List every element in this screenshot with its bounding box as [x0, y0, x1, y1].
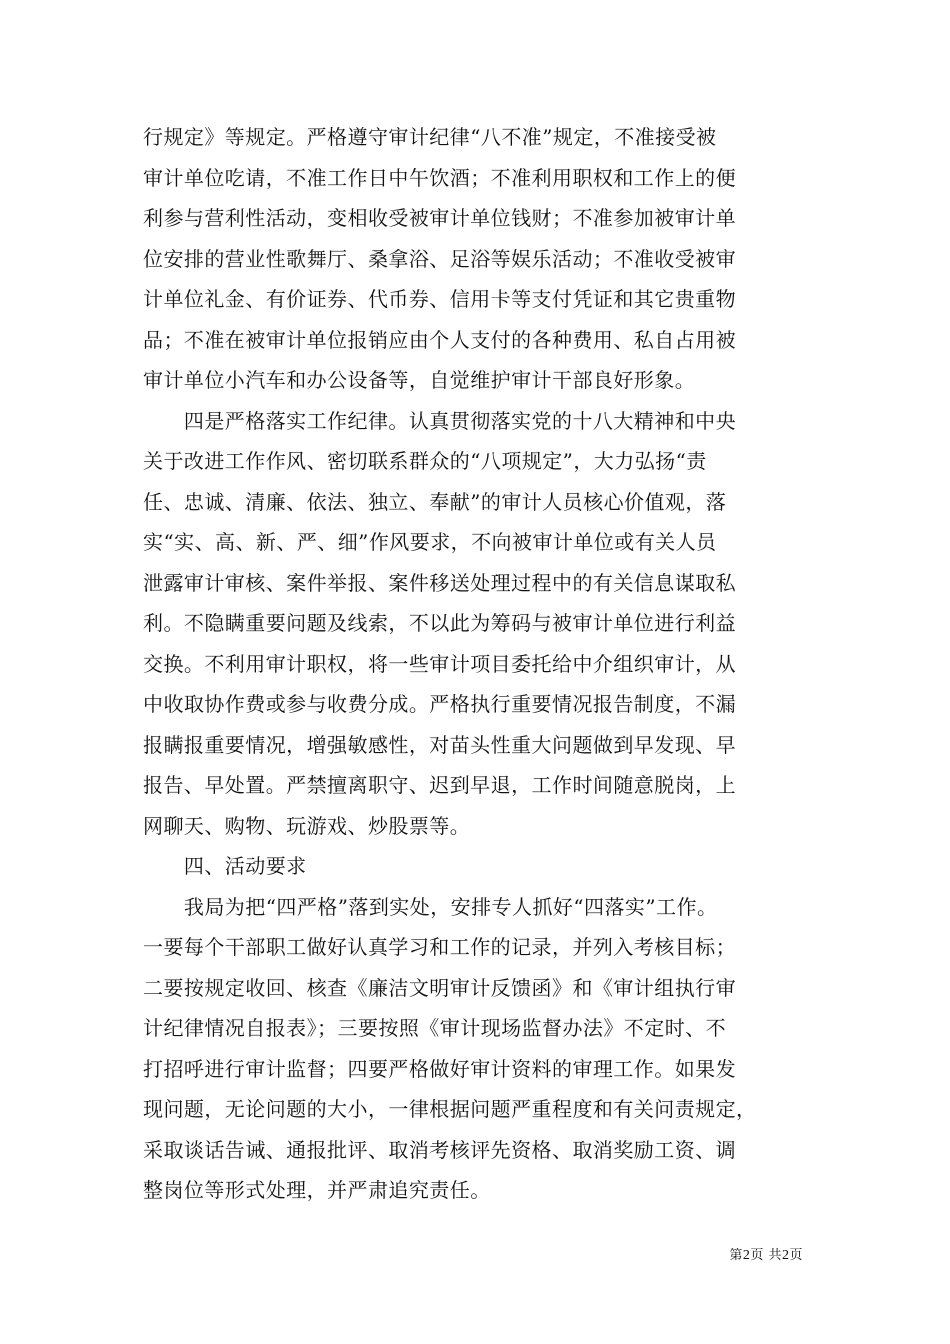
text-line: 审计单位小汽车和办公设备等，自觉维护审计干部良好形象。: [143, 368, 696, 392]
footer-middle: 页 共: [750, 1248, 782, 1263]
text-line: 关于改进工作作风、密切联系群众的“八项规定”，大力弘扬“责: [143, 449, 707, 473]
text-line: 报瞒报重要情况，增强敏感性，对苗头性重大问题做到早发现、早: [143, 732, 737, 757]
text-line: 网聊天、购物、玩游戏、炒股票等。: [143, 813, 471, 838]
footer-total-pages: 2: [781, 1248, 790, 1263]
text-line: 实“实、高、新、严、细”作风要求，不向被审计单位或有关人员: [143, 530, 717, 554]
text-line: 计纪律情况自报表》；三要按照《审计现场监督办法》不定时、不: [143, 1016, 727, 1040]
text-line: 采取谈话告诫、通报批评、取消考核评先资格、取消奖励工资、调: [143, 1137, 737, 1162]
document-body: [143, 117, 823, 1211]
text-line: 品；不准在被审计单位报销应由个人支付的各种费用、私自占用被: [143, 327, 737, 352]
footer-prefix: 第: [729, 1248, 743, 1263]
text-line: 二要按规定收回、核查《廉洁文明审计反馈函》和《审计组执行审: [143, 975, 737, 1000]
text-line: 交换。不利用审计职权，将一些审计项目委托给中介组织审计，从: [143, 651, 737, 676]
text-line: 利。不隐瞒重要问题及线索，不以此为筹码与被审计单位进行利益: [143, 611, 737, 635]
text-line: 位安排的营业性歌舞厅、桑拿浴、足浴等娱乐活动；不准收受被审: [143, 246, 737, 271]
text-line: 审计单位吃请，不准工作日中午饮酒；不准利用职权和工作上的便: [143, 165, 737, 190]
text-line: 打招呼进行审计监督；四要严格做好审计资料的审理工作。如果发: [143, 1056, 737, 1081]
text-line: 任、忠诚、清廉、依法、独立、奉献”的审计人员核心价值观，落: [143, 489, 727, 514]
text-line: 行规定》等规定。严格遵守审计纪律“八不准”规定，不准接受被: [143, 125, 717, 149]
text-line: 计单位礼金、有价证券、代币券、信用卡等支付凭证和其它贵重物: [143, 287, 737, 311]
text-line: 中收取协作费或参与收费分成。严格执行重要情况报告制度，不漏: [143, 692, 737, 716]
text-line: 一要每个干部职工做好认真学习和工作的记录，并列入考核目标；: [143, 935, 737, 959]
footer-current-page: 2: [742, 1248, 751, 1263]
page-footer: [729, 1244, 803, 1264]
text-line: 利参与营利性活动，变相收受被审计单位钱财；不准参加被审计单: [143, 206, 737, 230]
text-line: 报告、早处置。严禁擅离职守、迟到早退，工作时间随意脱岗，上: [143, 773, 737, 797]
text-line: 我局为把“四严格”落到实处，安排专人抓好“四落实”工作。: [143, 894, 718, 919]
text-line: 四是严格落实工作纪律。认真贯彻落实党的十八大精神和中央: [143, 408, 737, 433]
section-heading: 四、活动要求: [143, 854, 307, 878]
text-line: 现问题，无论问题的大小，一律根据问题严重程度和有关问责规定，: [143, 1097, 757, 1121]
text-line: 泄露审计审核、案件举报、案件移送处理过程中的有关信息谋取私: [143, 570, 737, 595]
text-line: 整岗位等形式处理，并严肃追究责任。: [143, 1178, 491, 1202]
footer-suffix: 页: [789, 1248, 803, 1263]
